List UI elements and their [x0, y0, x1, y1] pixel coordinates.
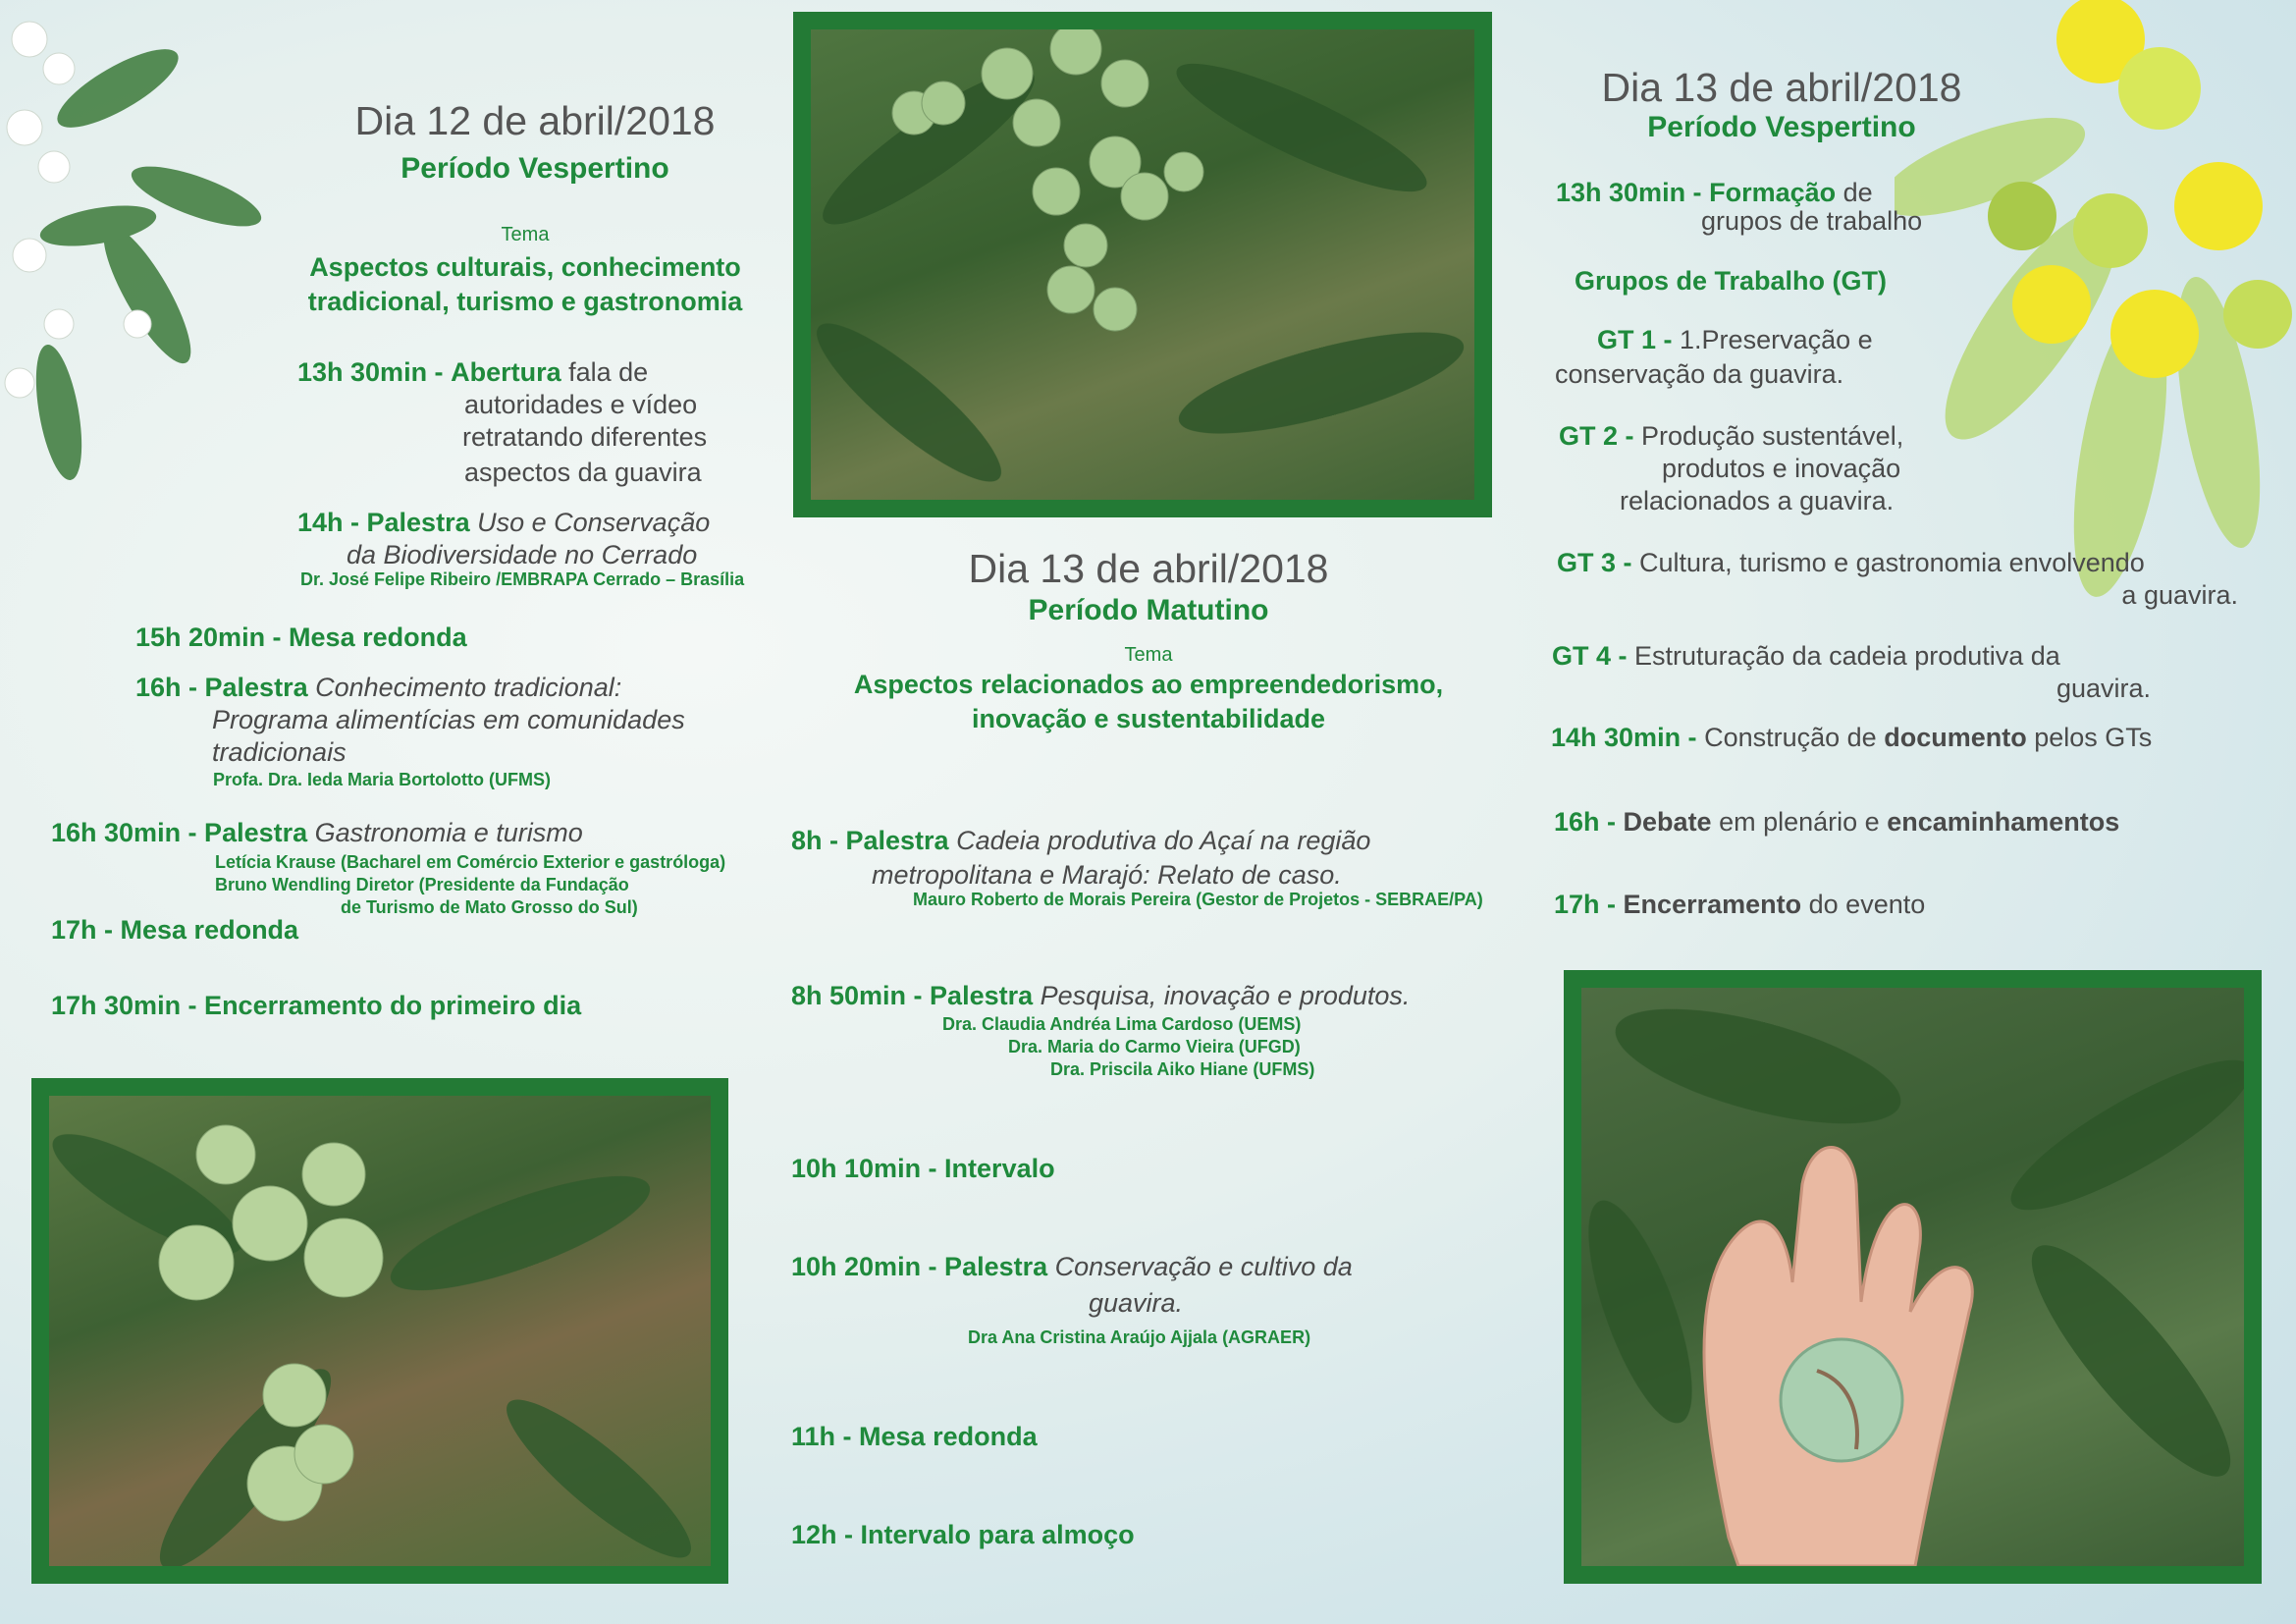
day-title: Dia 13 de abril/2018: [968, 546, 1329, 591]
item-text: Construção de: [1704, 723, 1877, 752]
gt-item: [1559, 420, 2187, 517]
item-text: autoridades e vídeo: [464, 390, 698, 419]
gt-text: Cultura, turismo e gastronomia envolvendo: [1639, 548, 2145, 577]
item-time: 8h - Palestra: [791, 826, 949, 855]
schedule-item-mesa: [135, 622, 467, 654]
speaker: Mauro Roberto de Morais Pereira (Gestor de Projetos - SEBRAE/PA): [913, 890, 1483, 909]
gt-text: a guavira.: [2121, 580, 2238, 610]
schedule-item-palestra: [791, 1251, 1498, 1320]
item-time: 17h 30min - Encerramento do primeiro dia: [51, 991, 582, 1020]
schedule-item-abertura: [297, 356, 808, 489]
speaker: Letícia Krause (Bacharel em Comércio Exterior e gastróloga): [215, 852, 726, 872]
guavira-hand-photo: [1564, 970, 2262, 1584]
gt-label: GT 1 -: [1597, 325, 1673, 354]
speaker: Dra. Maria do Carmo Vieira (UFGD): [1008, 1037, 1301, 1056]
tema-line: Aspectos relacionados ao empreendedorismo,: [853, 670, 1444, 699]
schedule-item-encerramento: [51, 990, 581, 1022]
gt-text: Produção sustentável,: [1641, 421, 1904, 451]
gt-item: [1557, 547, 2273, 612]
speaker: de Turismo de Mato Grosso do Sul): [341, 897, 638, 917]
schedule-item-encerramento: [1554, 889, 2280, 921]
gt-label: GT 3 -: [1557, 548, 1632, 577]
item-text: de: [1842, 178, 1873, 207]
period-title: Período Matutino: [1028, 594, 1269, 626]
item-text: guavira.: [1089, 1288, 1184, 1318]
item-time: 12h - Intervalo para almoço: [791, 1520, 1135, 1549]
tema-label: Tema: [501, 224, 550, 245]
tema-line: Aspectos culturais, conhecimento: [309, 252, 741, 282]
day-title: Dia 12 de abril/2018: [354, 98, 716, 143]
day-title: Dia 13 de abril/2018: [1601, 65, 1962, 110]
tema-text: [236, 250, 815, 319]
gt-text: produtos e inovação: [1662, 454, 1901, 483]
schedule-item-palestra: [135, 672, 803, 769]
speaker: Dra. Priscila Aiko Hiane (UFMS): [1050, 1059, 1315, 1079]
schedule-item-palestra: [51, 817, 738, 849]
item-text: grupos de trabalho: [1701, 206, 1923, 236]
speaker: Dra Ana Cristina Araújo Ajjala (AGRAER): [968, 1327, 1311, 1347]
item-time: 16h -: [1554, 807, 1617, 837]
guavira-photo: [793, 12, 1492, 517]
gt-text: 1.Preservação e: [1680, 325, 1873, 354]
item-time: 10h 10min - Intervalo: [791, 1154, 1055, 1183]
photo-content: [49, 1096, 711, 1566]
item-time: 13h 30min -: [1556, 178, 1702, 207]
item-text: Cadeia produtiva do Açaí na região: [956, 826, 1371, 855]
item-text: tradicionais: [212, 737, 347, 767]
item-text: aspectos da guavira: [464, 458, 702, 487]
item-text: da Biodiversidade no Cerrado: [347, 540, 698, 569]
period-title: Período Vespertino: [1647, 111, 1916, 143]
item-text: encaminhamentos: [1887, 807, 2120, 837]
speaker: Dra. Claudia Andréa Lima Cardoso (UEMS): [942, 1014, 1302, 1034]
schedule-item-palestra: [791, 825, 1498, 892]
gt-text: guavira.: [2056, 674, 2151, 703]
schedule-item-palestra: [791, 980, 1498, 1012]
flower-branch-illustration: [0, 0, 294, 668]
item-time: 11h - Mesa redonda: [791, 1422, 1038, 1451]
item-time: 17h - Mesa redonda: [51, 915, 299, 945]
item-title: Abertura: [451, 357, 561, 387]
speaker: Profa. Dra. Ieda Maria Bortolotto (UFMS): [213, 770, 552, 789]
gt-header: [1575, 265, 1887, 298]
item-text: Debate: [1623, 807, 1712, 837]
item-text: fala de: [568, 357, 649, 387]
item-text: Uso e Conservação: [477, 508, 711, 537]
item-text: Encerramento: [1623, 890, 1802, 919]
item-text: pelos GTs: [2034, 723, 2153, 752]
item-time: 8h 50min - Palestra: [791, 981, 1034, 1010]
schedule-item-formacao: [1556, 177, 2047, 238]
tema-text: [766, 668, 1531, 736]
gt-text: conservação da guavira.: [1555, 359, 1844, 389]
item-text: Conhecimento tradicional:: [315, 673, 622, 702]
photo-content: [811, 29, 1474, 500]
period-title: Período Vespertino: [400, 152, 669, 185]
item-time: 10h 20min - Palestra: [791, 1252, 1048, 1281]
item-text: Pesquisa, inovação e produtos.: [1040, 981, 1411, 1010]
speaker: Dr. José Felipe Ribeiro /EMBRAPA Cerrado – Brasília: [300, 569, 745, 589]
item-text: em plenário e: [1719, 807, 1880, 837]
gt-label: GT 2 -: [1559, 421, 1634, 451]
item-text: Programa alimentícias em comunidades: [212, 705, 685, 734]
guavira-photo: [31, 1078, 728, 1584]
schedule-item-palestra: [297, 507, 808, 571]
gt-text: Estruturação da cadeia produtiva da: [1634, 641, 2060, 671]
item-title: Formação: [1709, 178, 1837, 207]
schedule-item-mesa: [51, 914, 298, 947]
item-time: 14h 30min -: [1551, 723, 1697, 752]
item-text: Conservação e cultivo da: [1054, 1252, 1353, 1281]
item-time: 15h 20min - Mesa redonda: [135, 623, 467, 652]
item-text: documento: [1884, 723, 2027, 752]
item-time: 16h 30min - Palestra: [51, 818, 308, 847]
gt-text: relacionados a guavira.: [1620, 486, 1895, 515]
item-time: 16h - Palestra: [135, 673, 308, 702]
item-text: Gastronomia e turismo: [314, 818, 583, 847]
schedule-item-documento: [1551, 722, 2277, 754]
item-text: retratando diferentes: [462, 422, 708, 452]
item-text: do evento: [1808, 890, 1926, 919]
item-time: 13h 30min -: [297, 357, 444, 387]
item-time: 17h -: [1554, 890, 1617, 919]
gt-label: GT 4 -: [1552, 641, 1628, 671]
tema-line: inovação e sustentabilidade: [971, 704, 1326, 733]
schedule-item-intervalo: [791, 1153, 1055, 1185]
item-time: 14h - Palestra: [297, 508, 470, 537]
gt-item: [1555, 324, 2183, 391]
schedule-item-almoco: [791, 1519, 1135, 1551]
schedule-item-mesa: [791, 1421, 1038, 1453]
speaker: Bruno Wendling Diretor (Presidente da Fundação: [215, 875, 629, 894]
tema-label: Tema: [1124, 644, 1173, 666]
photo-content: [1581, 988, 2244, 1566]
gt-header-text: Grupos de Trabalho (GT): [1575, 266, 1888, 296]
item-text: metropolitana e Marajó: Relato de caso.: [872, 860, 1342, 890]
schedule-item-debate: [1554, 806, 2280, 839]
gt-item: [1552, 640, 2269, 705]
tema-line: tradicional, turismo e gastronomia: [307, 287, 743, 316]
